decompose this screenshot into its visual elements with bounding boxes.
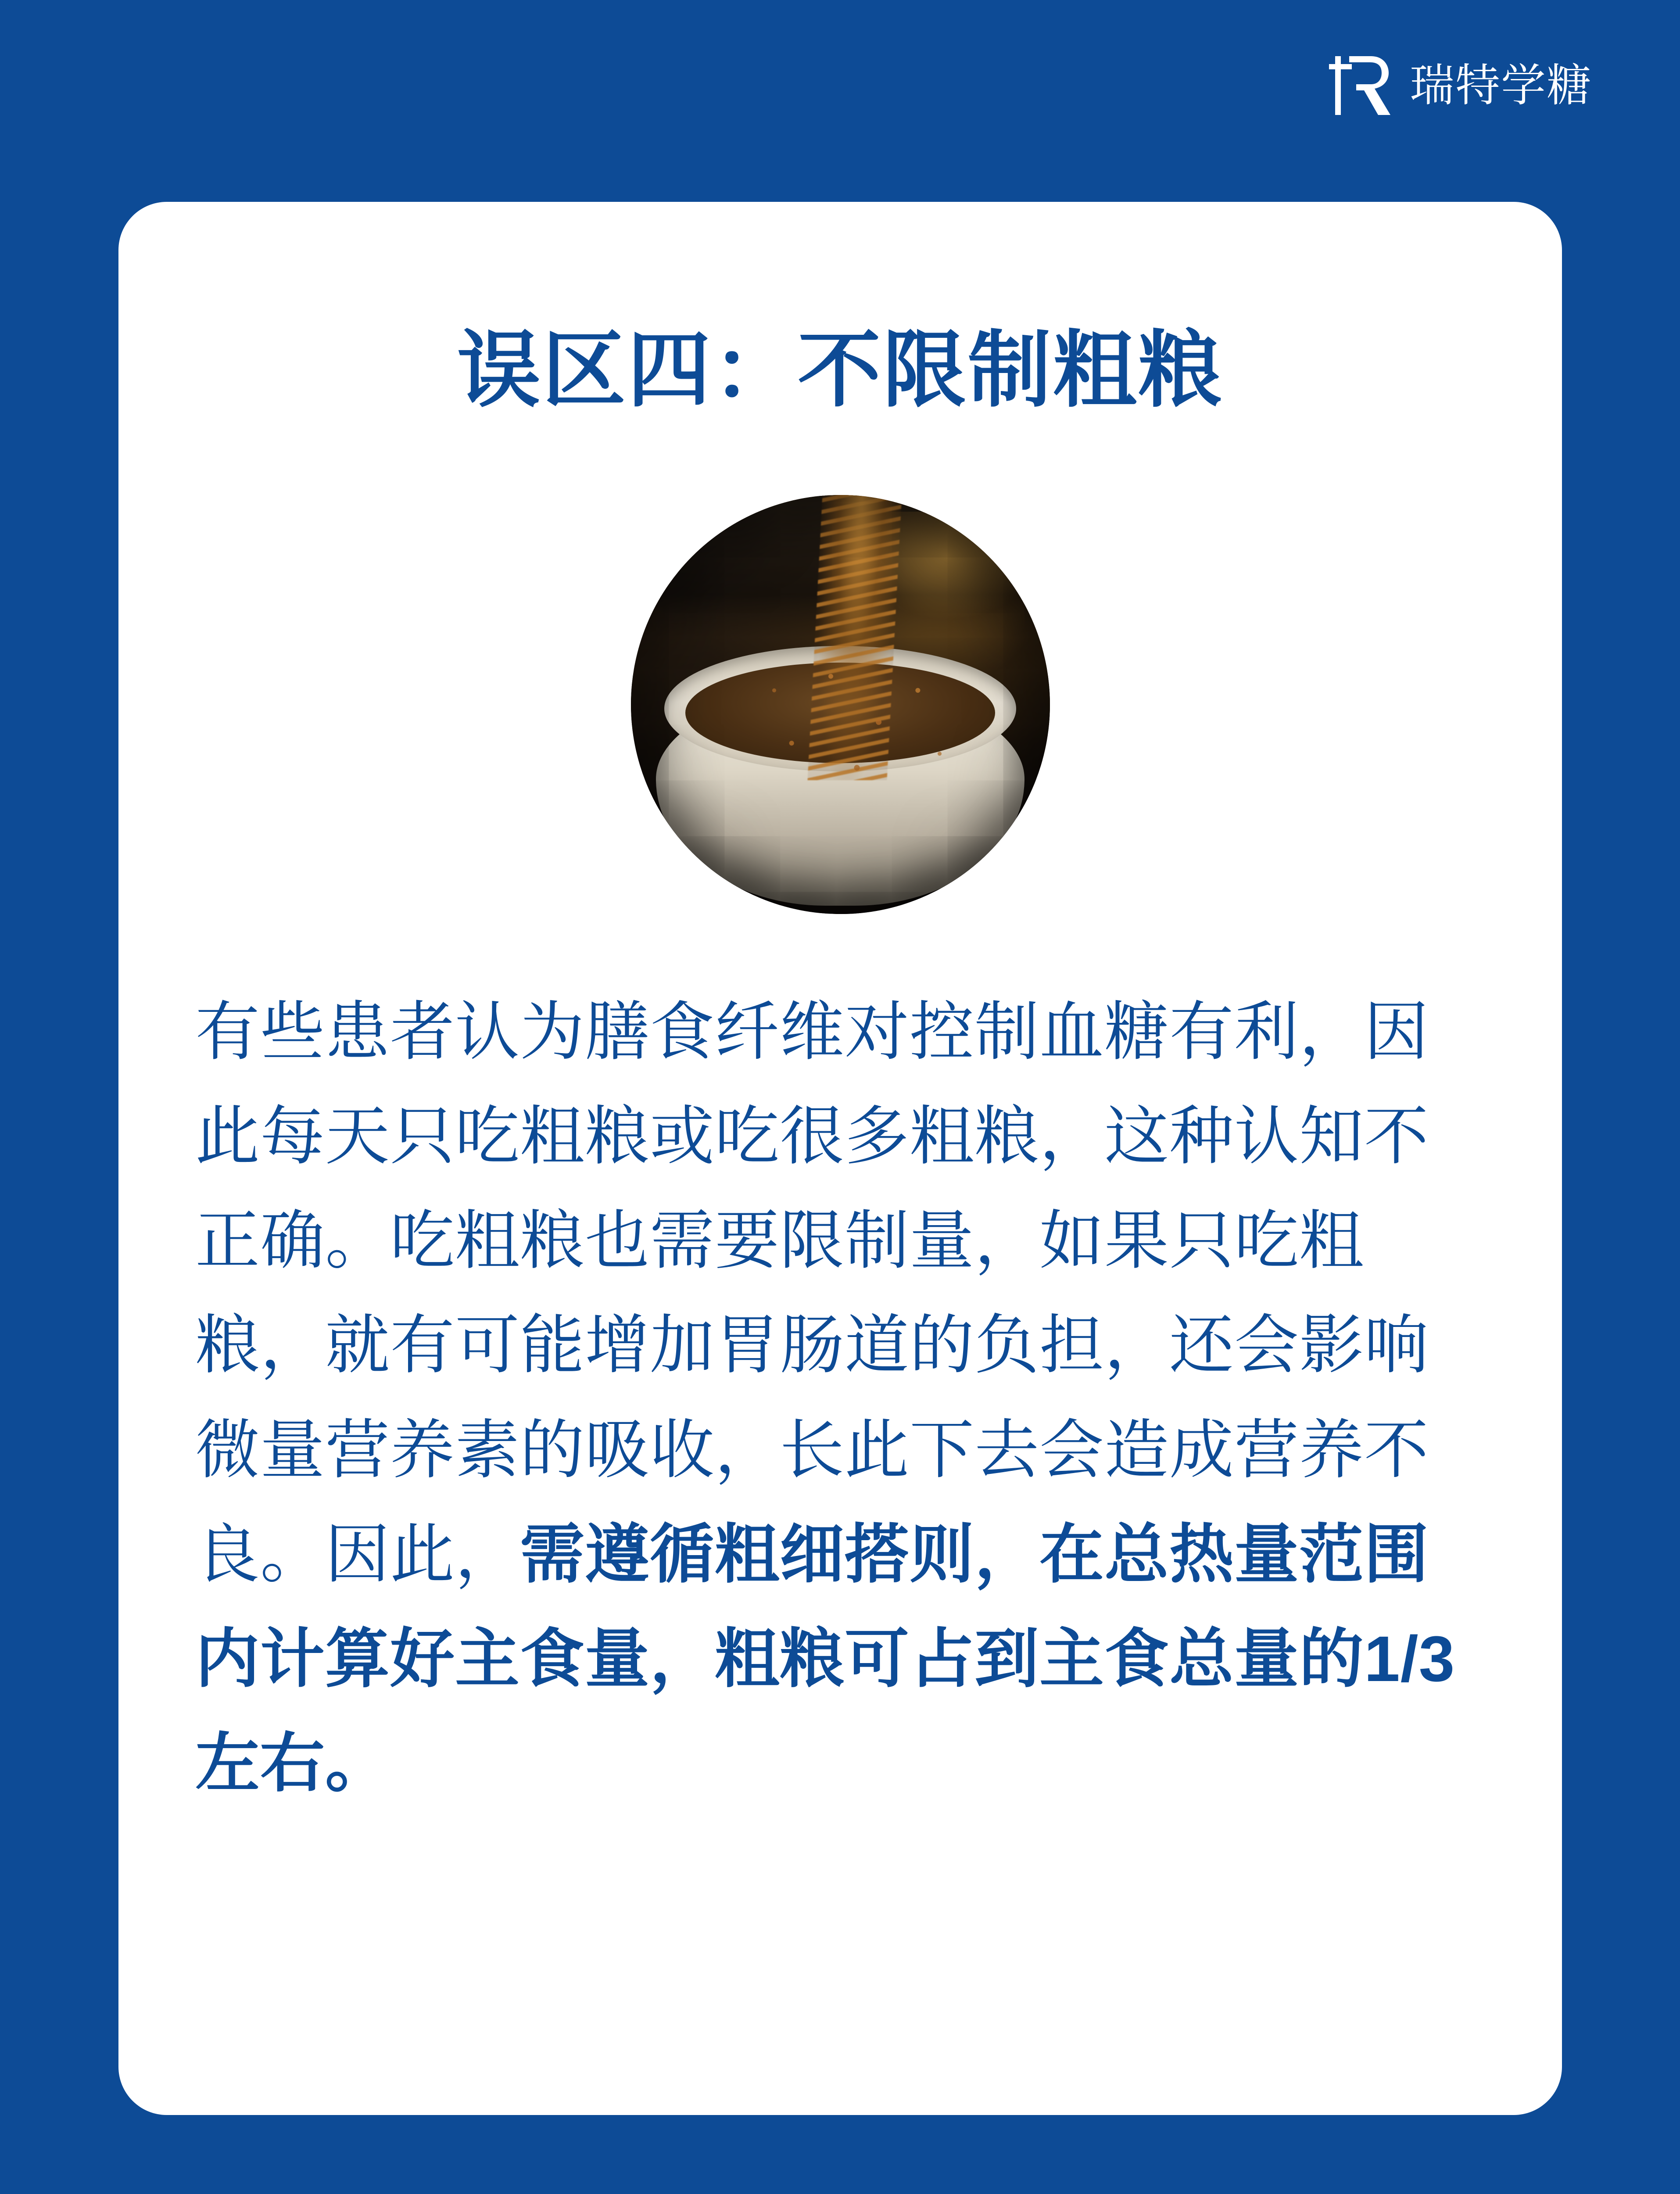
brand-header [1329, 53, 1592, 118]
page-title: 误区四：不限制粗粮 [457, 324, 1223, 417]
content-card [118, 202, 1562, 2115]
paragraph-emphasis-text: 需遵循粗细搭则，在总热量范围内计算好主食量，粗粮可占到主食总量的1/3左右。 [195, 1518, 1455, 1800]
stylized-R-logo-icon [1329, 53, 1395, 118]
paragraph-normal-text: 有些患者认为膳食纤维对控制血糖有利，因此每天只吃粗粮或吃很多粗粮，这种认知不正确。吃粗粮也需要限制量，如果只吃粗粮，就有可能增加胃肠道的负担，还会影响微量营养素的吸收，长此下去会造成营养不良。因此， [195, 996, 1429, 1591]
bottom-strip [0, 2115, 1680, 2194]
brand-name: 瑞特学糖 [1410, 61, 1592, 111]
grain-pouring-into-bowl-photo [631, 495, 1050, 914]
body-paragraph [195, 980, 1485, 1816]
photo-vignette [631, 495, 1050, 914]
